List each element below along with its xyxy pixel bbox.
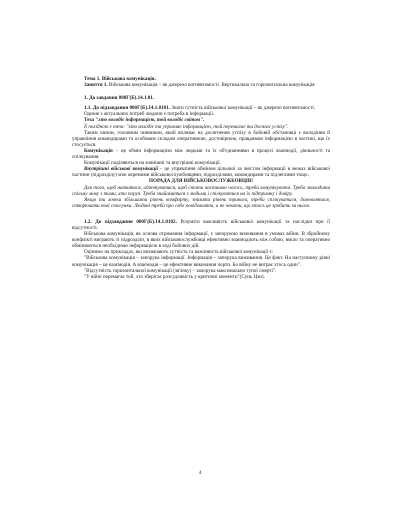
advice-title: ПОРАДА ДЛЯ ВІЙСЬКОВОСЛУЖБОВЦІВ! [149, 178, 253, 185]
section2-paragraph-2: Оцінимо на прикладах, які визначають сутність та важливість військової комунікації є: [84, 249, 274, 256]
section2-heading [72, 219, 330, 231]
section1-heading-rest: Знати сутність військової комунікації – як джерело вогневтомості. [171, 105, 316, 112]
lesson-line [72, 82, 330, 88]
section1-paragraph-4: Таким чином, головним чинником, який впливає на досягнення успіху в бойовій обстановці є володіння й управління командирами та особовим складом оперативною, достовірною, правдивою інформацією в частині, що їх стосується. [72, 129, 330, 148]
lesson-text: Військова комунікація – як джерело вогневтомості. Вертикальна та горизонтальна комунікація [109, 82, 315, 89]
advice-text-2: Якщо ти хочеш збільшити рівень комфорту, знизити рівень тривоги, треба спілкуватися, домовлятися, створювати нові стосунки. Людині треба про себе повідомляти, а не чекати, що хтось це зробить за нього. [72, 196, 330, 209]
topic-title: Тема 1. Військова комунікація. [84, 76, 156, 82]
page-number: 4 [198, 470, 202, 476]
internal-communications-definition: – це управління обміном цільової за змістом інформації в межах військової частини (підрозділу) між окремими військовослужбовцями, підрозділами, командирами та підлеглими тощо. [72, 166, 330, 179]
section1-paragraph-3: Її похідною є теза: "хто володіє та управляє інформацією, той перемагає та досягає успіху". [84, 123, 289, 130]
section1-paragraph-7 [72, 166, 330, 178]
section1-paragraph-5 [72, 148, 330, 160]
advice-text: Для того, щоб навчитися, адаптуватися, щоб стати частиною чогось, треба комунікувати. Треба знаходити спільну мову з тими, хто поруч. Треба знайомитися з людьми і спілкуватися на їх підтримку і довіру. [72, 184, 330, 197]
quote-1: "Військова комунікація – запорука інформації. Інформація – запорука виживання. Це факт. На наступному рівні комунікація – це взаємодія. А взаємодія – це ефективне виконання чорти. Бо війну не виграє хтось один". [72, 255, 330, 268]
quote-3: "У війні перемагає той, хто зберігає розсудливість у критичні моменти"(Сунь Цзи). [84, 273, 265, 280]
communication-definition: – це обмін інформацією між людьми та їх об'єднаннями в процесі взаємодії, діяльності та спілкування. [72, 147, 330, 161]
section2-heading-label: 1.2. До підзавдання 000Г(Б).14.1.0102. [84, 218, 177, 225]
thesis-label: Теза [84, 117, 95, 124]
lesson-label: Заняття 1. [84, 82, 108, 89]
thesis-quote: "хто володіє інформацією, той володіє світом". [95, 117, 205, 124]
section1-heading-label: 1.1. До підзавдання 000Г(Б).14.1.0101. [84, 105, 171, 112]
section1-paragraph-6: Комунікації поділяються на зовнішні та внутрішні комунікації. [84, 160, 222, 167]
document-page [72, 76, 330, 280]
section1-paragraph-1: Одною з актуальних потреб людини є потреба в інформації. [84, 111, 215, 118]
internal-communications-term: Внутрішні військові комунікації [84, 166, 158, 173]
quote-2: "Відсутність горизонтальної комунікації (зв'язку) – запорука максимально тупої смерті". [84, 267, 277, 274]
section2-heading-rest: Розуміти важливість військової комунікації та наслідки при її відсутності. [72, 218, 330, 231]
communication-term: Комунікація [84, 147, 113, 154]
task-title: 1. До завдання 000Г(Б).14.1.01. [84, 95, 155, 102]
section2-paragraph-1: Військова комунікація, як основа отримання інформації, є запорукою виживання в умовах війни. В збройному конфлікті виграють ті підрозділи, в яких військовослужбовці ефективно взаємодіють між собою, вміло та оперативно обмінюються необхідною інформацією в ході бойових дій. [72, 231, 330, 250]
